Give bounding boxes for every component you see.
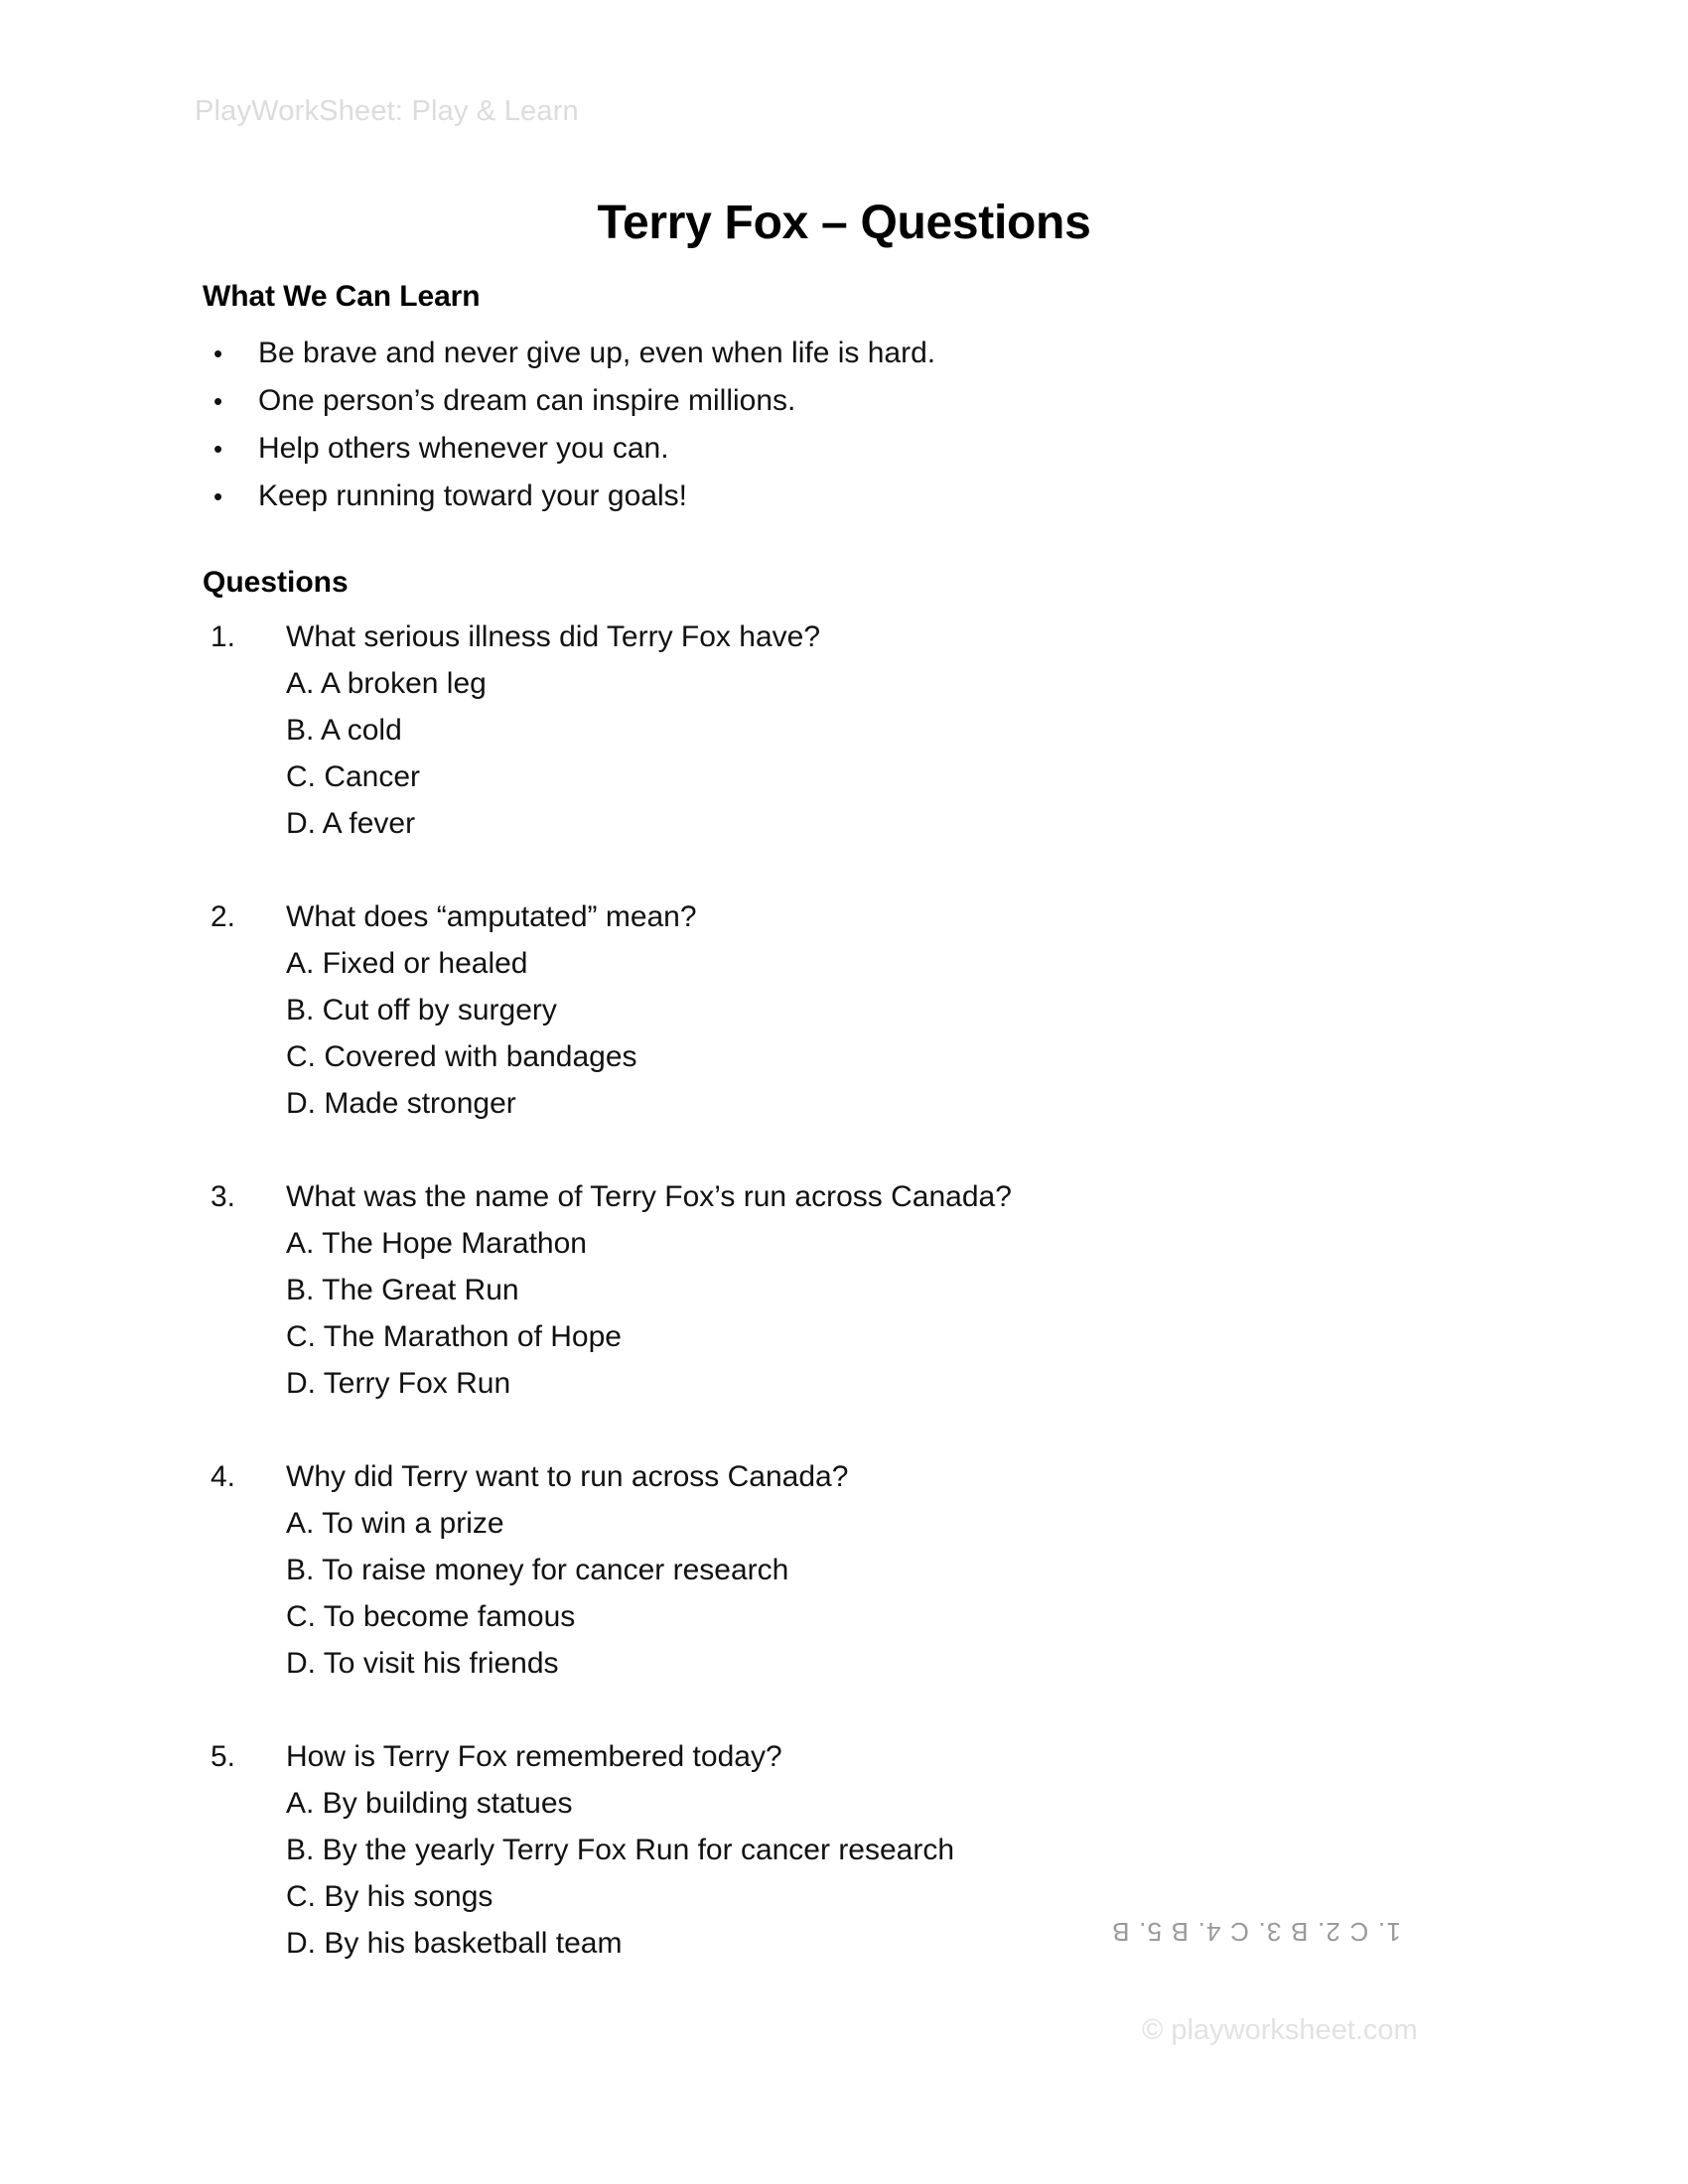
question-text: What does “amputated” mean? (286, 900, 697, 933)
question-number: 1. (211, 620, 236, 653)
answer-option[interactable]: B. A cold (286, 714, 402, 747)
learn-bullet-item (203, 330, 1493, 377)
question-prompt (203, 1453, 1493, 1500)
answer-option[interactable]: A. The Hope Marathon (286, 1227, 587, 1260)
bullet-dot-icon: • (213, 339, 223, 368)
answer-option[interactable]: B. By the yearly Terry Fox Run for cancer research (286, 1834, 955, 1866)
question-text: What was the name of Terry Fox’s run across Canada? (286, 1180, 1012, 1213)
question-number: 5. (211, 1740, 236, 1773)
learn-bullet-item (203, 377, 1493, 425)
learn-bullet-item (203, 473, 1493, 520)
answer-option[interactable]: D. By his basketball team (286, 1927, 623, 1960)
answer-option[interactable]: C. To become famous (286, 1600, 576, 1633)
question-block (203, 1173, 1493, 1407)
answer-option[interactable]: C. Covered with bandages (286, 1040, 637, 1073)
answer-key: 1. C 2. B 3. C 4. B 5. B (1111, 1917, 1401, 1947)
answer-option[interactable]: D. Terry Fox Run (286, 1367, 511, 1400)
question-number: 3. (211, 1180, 236, 1213)
learn-section-heading: What We Can Learn (203, 280, 481, 313)
question-number: 4. (211, 1460, 236, 1493)
answer-option[interactable]: B. Cut off by surgery (286, 994, 557, 1026)
answer-option[interactable]: A. Fixed or healed (286, 947, 528, 980)
learn-bullet-label: Help others whenever you can. (258, 432, 669, 465)
question-prompt (203, 893, 1493, 940)
questions-list (203, 614, 1493, 1967)
question-text: Why did Terry want to run across Canada? (286, 1460, 849, 1493)
header-brand-watermark: PlayWorkSheet: Play & Learn (195, 95, 579, 127)
answer-option[interactable]: C. The Marathon of Hope (286, 1320, 622, 1353)
learn-bullet-list (203, 330, 1493, 520)
question-block (203, 893, 1493, 1127)
question-text: What serious illness did Terry Fox have? (286, 620, 821, 653)
answer-option[interactable]: C. Cancer (286, 760, 421, 793)
question-block (203, 614, 1493, 847)
worksheet-content (203, 280, 1493, 1967)
footer-credit: © playworksheet.com (1142, 2014, 1418, 2046)
answer-option[interactable]: A. A broken leg (286, 667, 487, 700)
answer-option[interactable]: B. To raise money for cancer research (286, 1554, 789, 1586)
learn-bullet-label: Keep running toward your goals! (258, 479, 687, 512)
answer-option[interactable]: A. To win a prize (286, 1507, 504, 1540)
learn-bullet-label: Be brave and never give up, even when life is hard. (258, 337, 936, 369)
answer-option[interactable]: A. By building statues (286, 1787, 573, 1820)
question-block (203, 1453, 1493, 1687)
answer-option[interactable]: D. Made stronger (286, 1087, 516, 1120)
bullet-dot-icon: • (213, 481, 223, 511)
bullet-dot-icon: • (213, 434, 223, 464)
answer-option[interactable]: D. A fever (286, 807, 416, 840)
learn-bullet-item (203, 425, 1493, 473)
question-prompt (203, 1733, 1493, 1780)
page-title: Terry Fox – Questions (597, 197, 1091, 250)
question-prompt (203, 1173, 1493, 1220)
answer-option[interactable]: D. To visit his friends (286, 1647, 559, 1680)
bullet-dot-icon: • (213, 386, 223, 416)
question-text: How is Terry Fox remembered today? (286, 1740, 782, 1773)
learn-bullet-label: One person’s dream can inspire millions. (258, 384, 796, 417)
questions-section-heading: Questions (203, 566, 349, 599)
question-prompt (203, 614, 1493, 660)
answer-option[interactable]: C. By his songs (286, 1880, 493, 1913)
answer-option[interactable]: B. The Great Run (286, 1274, 519, 1306)
question-number: 2. (211, 900, 236, 933)
section-spacer (203, 520, 1493, 566)
